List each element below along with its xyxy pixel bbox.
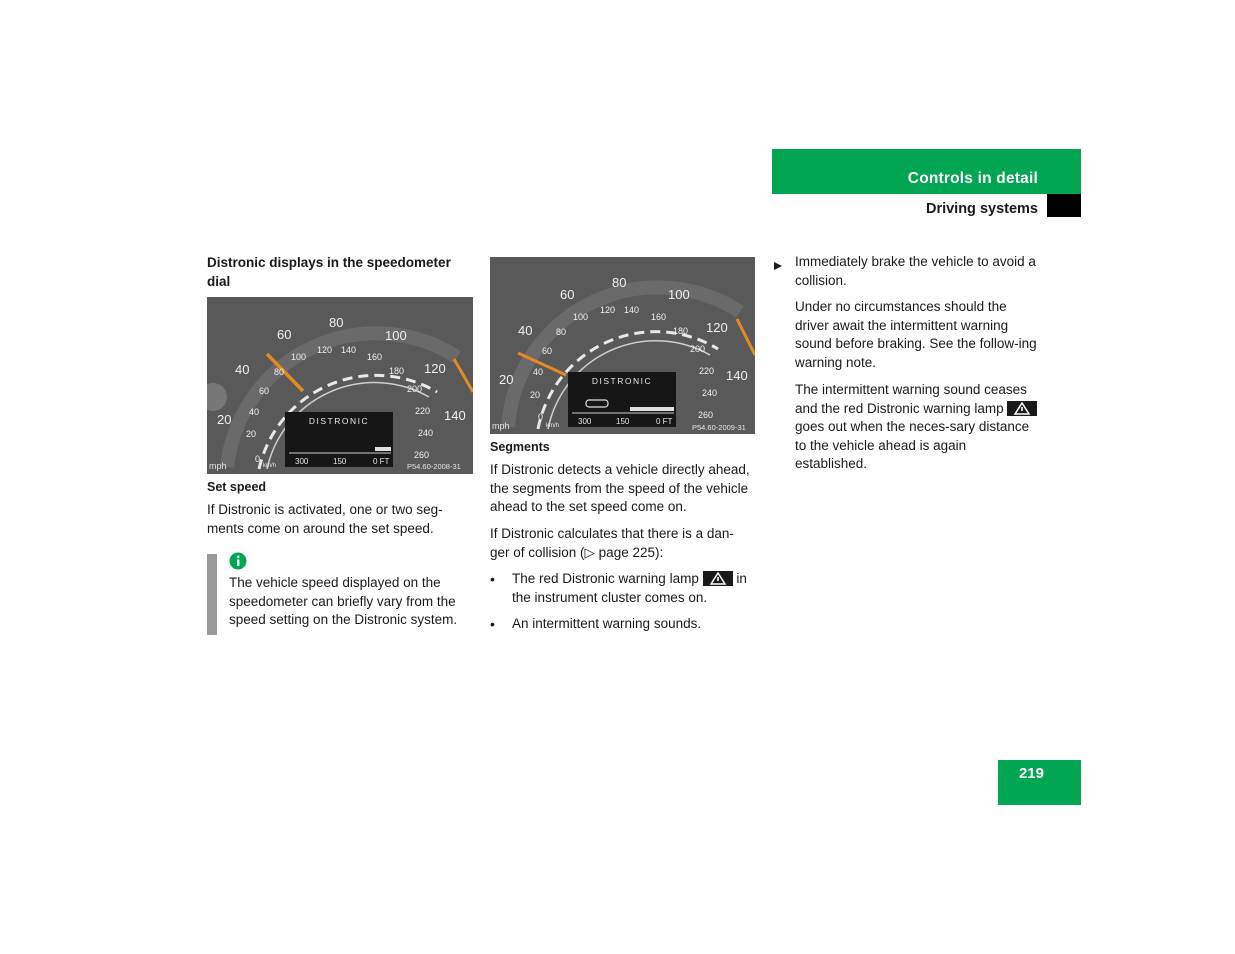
column3-paragraph1: Under no circumstances should the driver await the intermittent warning sound before braking. See the follow-ing warning note. — [795, 299, 1037, 370]
paragraph-text: The intermittent warning sound ceases and the red Distronic warning lamp — [795, 382, 1027, 416]
figure-ref-code: P54.60-2008-31 — [407, 462, 461, 471]
svg-text:60: 60 — [560, 287, 575, 302]
header-marker-block — [1047, 194, 1081, 217]
kmh-label: 260 — [414, 450, 430, 460]
column2-paragraph1: If Distronic detects a vehicle directly ahead, the segments from the speed of the vehicle ahead to the set speed come on. — [490, 462, 750, 515]
kmh-label: 200 — [407, 384, 423, 394]
svg-text:80: 80 — [556, 327, 567, 337]
mph-label: 40 — [235, 362, 250, 377]
svg-text:100: 100 — [573, 312, 589, 322]
column1-paragraph: If Distronic is activated, one or two seg-ments come on around the set speed. — [207, 502, 443, 536]
distance-label: 0 FT — [656, 417, 673, 426]
kmh-label: 120 — [317, 345, 333, 355]
info-icon — [229, 552, 247, 570]
unit-kmh: km/h — [263, 463, 277, 469]
kmh-label: 60 — [259, 386, 270, 396]
svg-text:120: 120 — [706, 320, 728, 335]
unit-mph: mph — [209, 461, 227, 471]
info-note-bar — [207, 554, 217, 635]
mph-label: 60 — [277, 327, 292, 342]
page-number: 219 — [1018, 765, 1044, 782]
svg-text:20: 20 — [499, 372, 514, 387]
action-triangle-icon — [773, 258, 783, 268]
speedometer-figure-set-speed — [207, 297, 473, 474]
kmh-label: 100 — [291, 352, 307, 362]
kmh-label: 40 — [249, 407, 260, 417]
kmh-label: 220 — [415, 406, 431, 416]
svg-text:mph: mph — [492, 421, 510, 431]
svg-text:40: 40 — [533, 367, 544, 377]
info-note-text: The vehicle speed displayed on the speedometer can briefly vary from the speed setting on the Distronic system. — [229, 575, 458, 628]
svg-text:80: 80 — [612, 275, 627, 290]
kmh-label: 0 — [255, 454, 261, 464]
svg-text:100: 100 — [668, 287, 690, 302]
display-title: DISTRONIC — [308, 416, 370, 426]
svg-text:40: 40 — [518, 323, 533, 338]
svg-text:120: 120 — [600, 305, 616, 315]
bullet-text: in the instrument cluster comes on. — [512, 571, 747, 605]
svg-text:20: 20 — [530, 390, 541, 400]
svg-text:180: 180 — [673, 326, 689, 336]
svg-text:0: 0 — [538, 412, 544, 422]
column1-heading: Distronic displays in the speedometer dial — [207, 255, 451, 289]
distance-label: 150 — [616, 417, 630, 426]
section-title: Controls in detail — [907, 170, 1038, 187]
svg-text:60: 60 — [542, 346, 553, 356]
distance-label: 300 — [295, 457, 309, 466]
bullet-item-warning-lamp — [512, 570, 756, 607]
kmh-label: 20 — [246, 429, 257, 439]
paragraph-text: goes out when the neces-sary distance to the vehicle ahead is again established. — [795, 419, 1030, 472]
figure2-caption: Segments — [490, 440, 550, 454]
bullet-item-warning-sound: An intermittent warning sounds. — [512, 616, 702, 631]
column2-paragraph2: If Distronic calculates that there is a dan-ger of collision (▷ page 225): — [490, 526, 734, 560]
figure-ref-code: P54.60-2009-31 — [692, 423, 746, 432]
svg-text:140: 140 — [726, 368, 748, 383]
svg-text:240: 240 — [702, 388, 718, 398]
svg-text:160: 160 — [651, 312, 667, 322]
bullet-dot: • — [490, 571, 495, 587]
speedometer-figure-segments — [490, 257, 755, 434]
distance-label: 0 FT — [373, 457, 390, 466]
svg-text:200: 200 — [690, 344, 706, 354]
mph-label: 80 — [329, 315, 344, 330]
kmh-label: 240 — [418, 428, 434, 438]
mph-label: 100 — [385, 328, 407, 343]
subsection-title: Driving systems — [925, 201, 1038, 217]
mph-label: 140 — [444, 408, 466, 423]
figure1-caption: Set speed — [207, 480, 267, 494]
display-title: DISTRONIC — [591, 376, 653, 386]
svg-text:km/h: km/h — [546, 423, 560, 429]
distronic-warning-lamp-icon — [703, 571, 733, 586]
column3-paragraph2 — [795, 381, 1039, 474]
svg-text:260: 260 — [698, 410, 714, 420]
kmh-label: 80 — [274, 367, 285, 377]
distance-label: 150 — [333, 457, 347, 466]
column3-action: Immediately brake the vehicle to avoid a collision. — [795, 254, 1036, 288]
bullet-text: The red Distronic warning lamp — [512, 571, 699, 586]
distance-label: 300 — [578, 417, 592, 426]
mph-label: 120 — [424, 361, 446, 376]
svg-text:140: 140 — [624, 305, 640, 315]
distronic-warning-lamp-icon — [1007, 401, 1037, 416]
mph-label: 20 — [217, 412, 232, 427]
kmh-label: 180 — [389, 366, 405, 376]
kmh-label: 160 — [367, 352, 383, 362]
bullet-dot: • — [490, 616, 495, 632]
svg-text:220: 220 — [699, 366, 715, 376]
kmh-label: 140 — [341, 345, 357, 355]
